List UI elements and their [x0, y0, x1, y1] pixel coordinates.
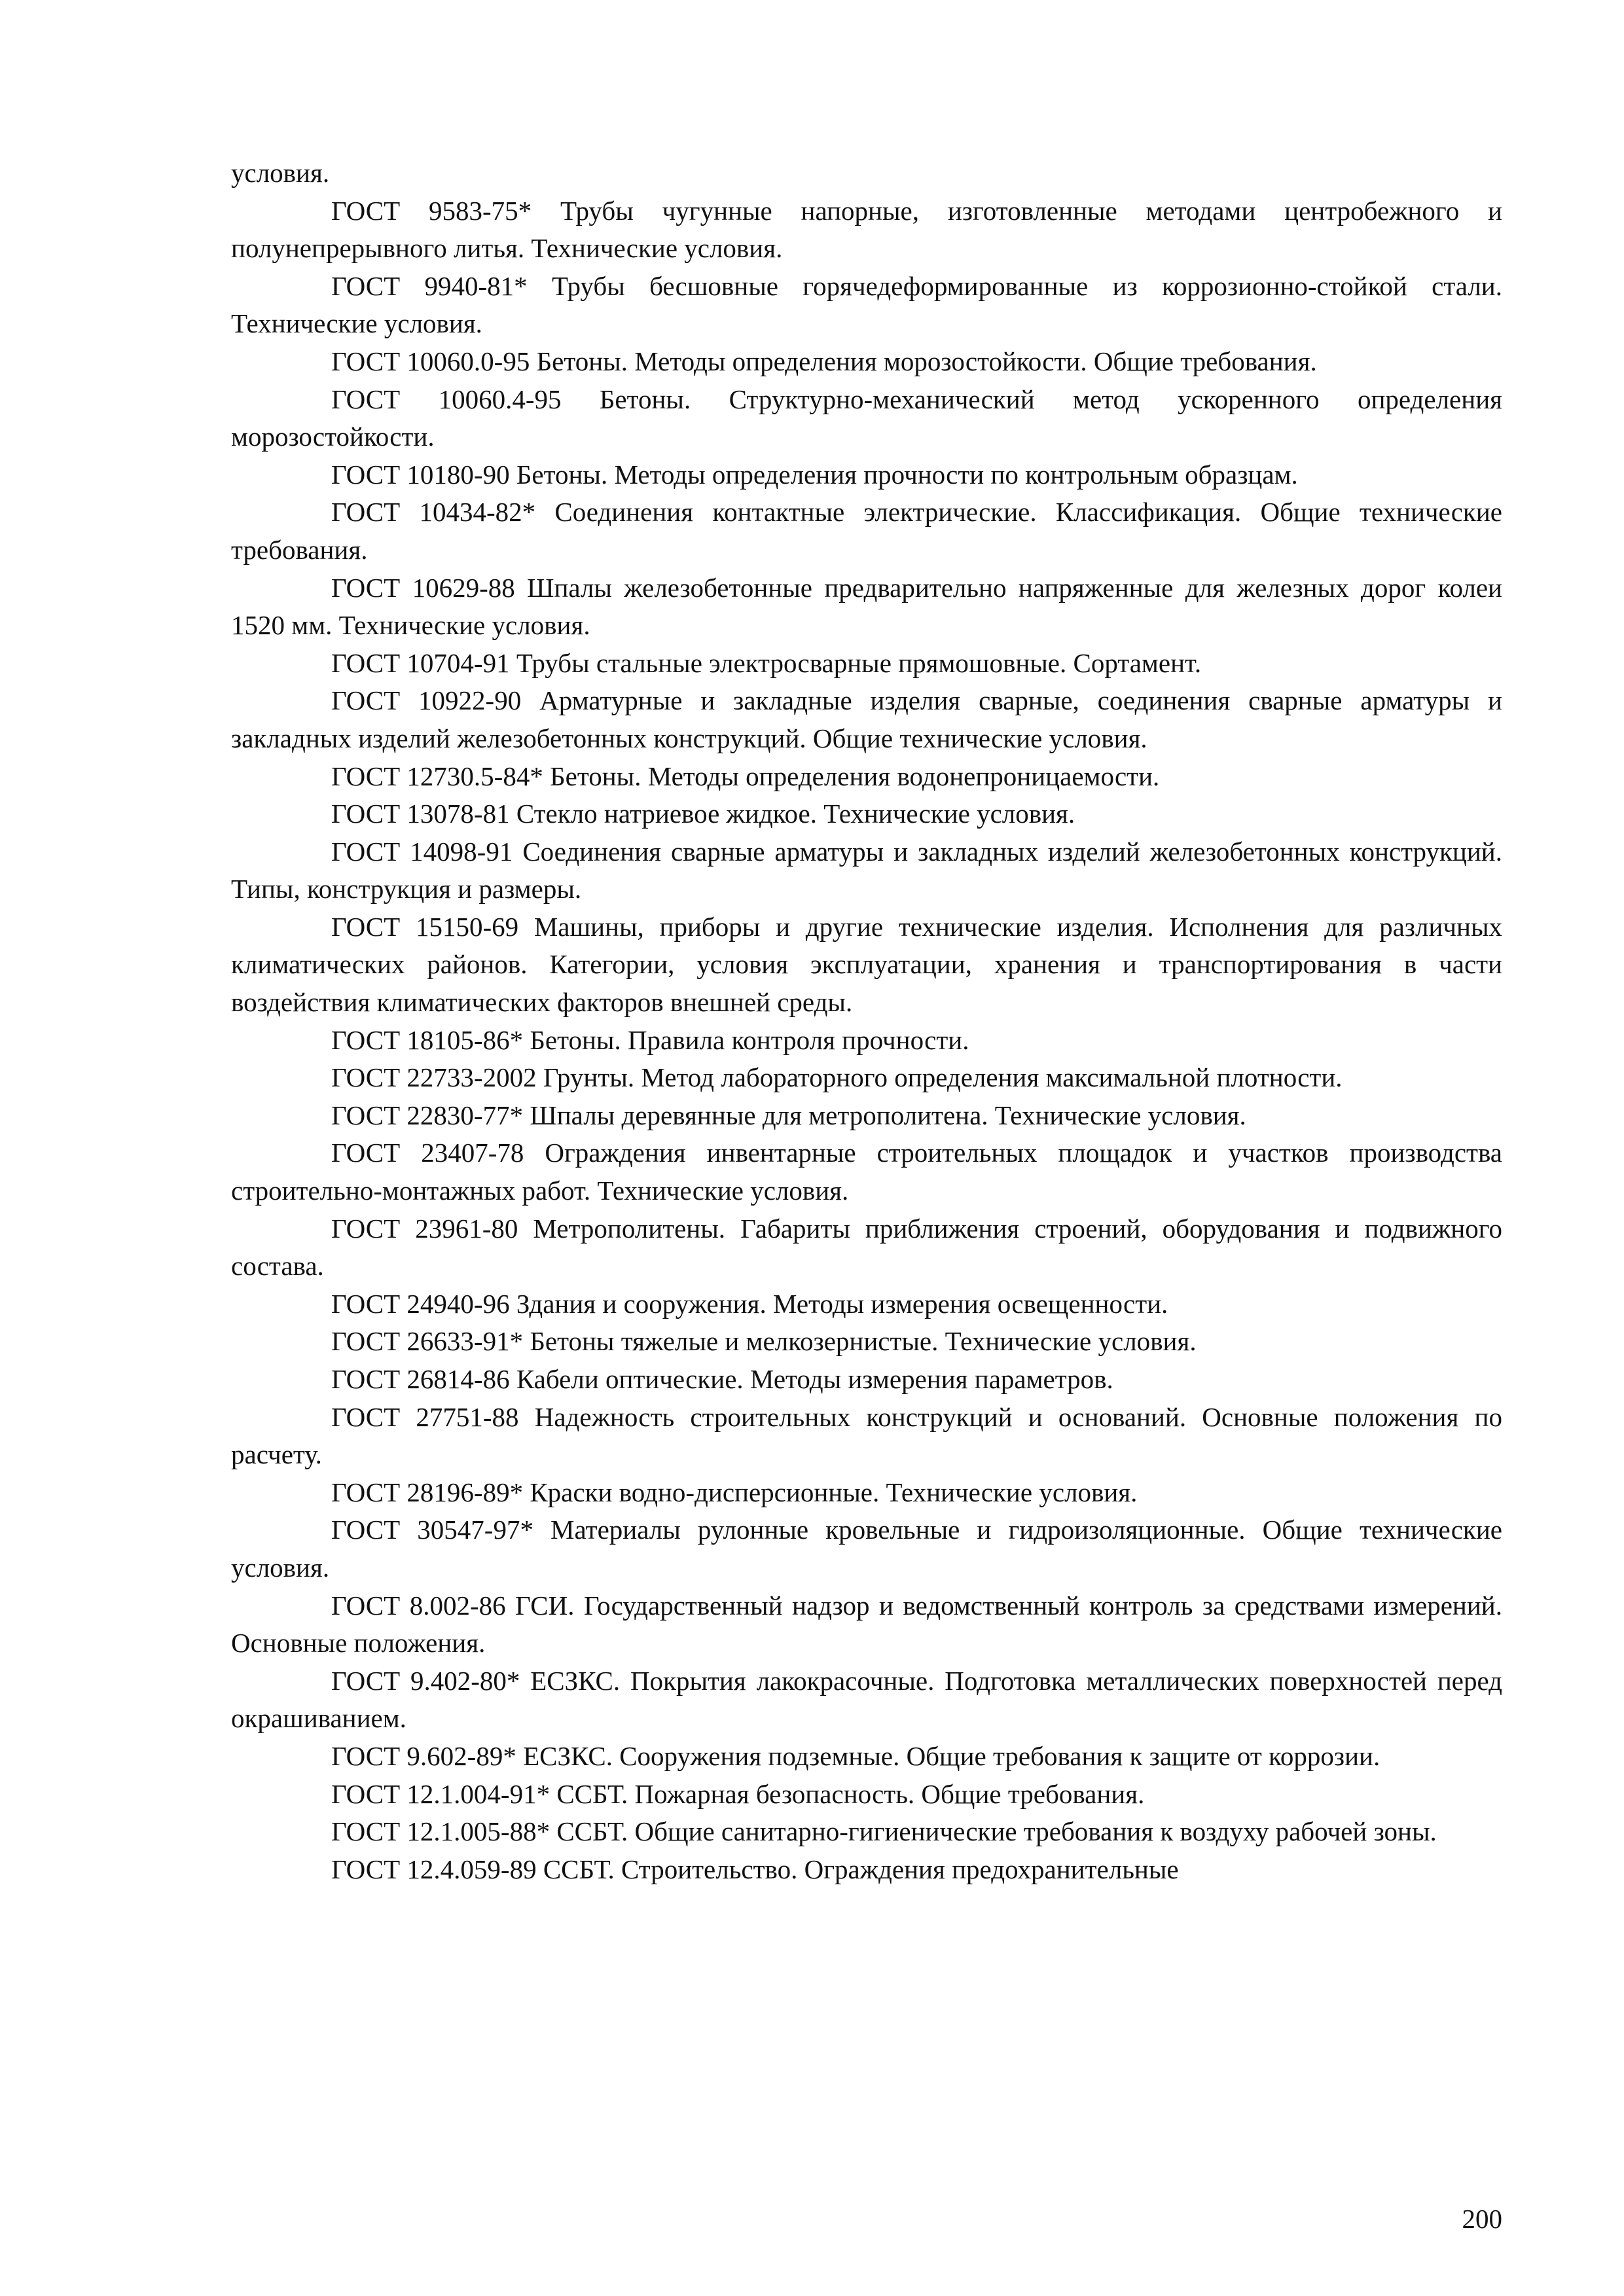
entry-gost-10180-90: ГОСТ 10180-90 Бетоны. Методы определения прочности по контрольным образцам. — [331, 459, 1298, 490]
entry-gost-9-402-80: ГОСТ 9.402-80* ЕСЗКС. Покрытия лакокрасочные. Подготовка металлических поверхностей перед окрашиванием. — [231, 1665, 1502, 1734]
entry-gost-12-1-004-91: ГОСТ 12.1.004-91* ССБТ. Пожарная безопасность. Общие требования. — [331, 1778, 1145, 1809]
entry-gost-26633-91: ГОСТ 26633-91* Бетоны тяжелые и мелкозернистые. Технические условия. — [331, 1326, 1197, 1357]
entry-gost-12-4-059-89: ГОСТ 12.4.059-89 ССБТ. Строительство. Ограждения предохранительные — [331, 1854, 1179, 1884]
entry-gost-10434-82: ГОСТ 10434-82* Соединения контактные электрические. Классификация. Общие технические требования. — [231, 497, 1502, 565]
entry-continuation: условия. — [231, 158, 330, 188]
entry-gost-10922-90: ГОСТ 10922-90 Арматурные и закладные изделия сварные, соединения сварные арматуры и закладных изделий железобетонных конструкций. Общие технические условия. — [231, 685, 1502, 753]
entry-gost-18105-86: ГОСТ 18105-86* Бетоны. Правила контроля прочности. — [331, 1024, 969, 1055]
entry-gost-23961-80: ГОСТ 23961-80 Метрополитены. Габариты приближения строений, оборудования и подвижного состава. — [231, 1213, 1502, 1282]
entry-gost-14098-91: ГОСТ 14098-91 Соединения сварные арматуры и закладных изделий железобетонных конструкций. Типы, конструкция и размеры. — [231, 836, 1502, 905]
entry-gost-12730-5-84: ГОСТ 12730.5-84* Бетоны. Методы определения водонепроницаемости. — [331, 761, 1160, 791]
entry-gost-10704-91: ГОСТ 10704-91 Трубы стальные электросварные прямошовные. Сортамент. — [331, 647, 1202, 678]
entry-gost-22733-2002: ГОСТ 22733-2002 Грунты. Метод лабораторного определения максимальной плотности. — [331, 1062, 1343, 1093]
page-number: 200 — [1462, 2204, 1502, 2234]
entry-gost-23407-78: ГОСТ 23407-78 Ограждения инвентарные строительных площадок и участков производства строительно-монтажных работ. Технические условия. — [231, 1138, 1502, 1206]
entry-gost-22830-77: ГОСТ 22830-77* Шпалы деревянные для метрополитена. Технические условия. — [331, 1100, 1246, 1130]
entry-gost-8-002-86: ГОСТ 8.002-86 ГСИ. Государственный надзор и ведомственный контроль за средствами измерений. Основные положения. — [231, 1590, 1502, 1659]
entry-gost-9583-75: ГОСТ 9583-75* Трубы чугунные напорные, изготовленные методами центробежного и полунепрерывного литья. Технические условия. — [231, 195, 1502, 264]
entry-gost-10060-0-95: ГОСТ 10060.0-95 Бетоны. Методы определения морозостойкости. Общие требования. — [331, 346, 1317, 376]
entry-gost-13078-81: ГОСТ 13078-81 Стекло натриевое жидкое. Технические условия. — [331, 798, 1075, 829]
entry-gost-27751-88: ГОСТ 27751-88 Надежность строительных конструкций и оснований. Основные положения по расчету. — [231, 1401, 1502, 1470]
entry-gost-30547-97: ГОСТ 30547-97* Материалы рулонные кровельные и гидроизоляционные. Общие технические условия. — [231, 1515, 1502, 1583]
entry-gost-26814-86: ГОСТ 26814-86 Кабели оптические. Методы измерения параметров. — [331, 1364, 1113, 1394]
entry-gost-9940-81: ГОСТ 9940-81* Трубы бесшовные горячедеформированные из коррозионно-стойкой стали. Технические условия. — [231, 270, 1502, 339]
entry-gost-10060-4-95: ГОСТ 10060.4-95 Бетоны. Структурно-механический метод ускоренного определения морозостойкости. — [231, 384, 1502, 452]
entry-gost-28196-89: ГОСТ 28196-89* Краски водно-дисперсионные. Технические условия. — [331, 1477, 1138, 1507]
entry-gost-12-1-005-88: ГОСТ 12.1.005-88* ССБТ. Общие санитарно-гигиенические требования к воздуху рабочей зоны. — [331, 1816, 1437, 1847]
entry-gost-24940-96: ГОСТ 24940-96 Здания и сооружения. Методы измерения освещенности. — [331, 1288, 1168, 1319]
entry-gost-15150-69: ГОСТ 15150-69 Машины, приборы и другие технические изделия. Исполнения для различных климатических районов. Категории, условия эксплуатации, хранения и транспортирования в части воздействия климатических факторов внешней среды. — [231, 911, 1502, 1018]
entry-gost-9-602-89: ГОСТ 9.602-89* ЕСЗКС. Сооружения подземные. Общие требования к защите от коррозии. — [331, 1740, 1380, 1771]
entry-gost-10629-88: ГОСТ 10629-88 Шпалы железобетонные предварительно напряженные для железных дорог колеи 1520 мм. Технические условия. — [231, 572, 1502, 641]
document-page — [231, 154, 1502, 1888]
